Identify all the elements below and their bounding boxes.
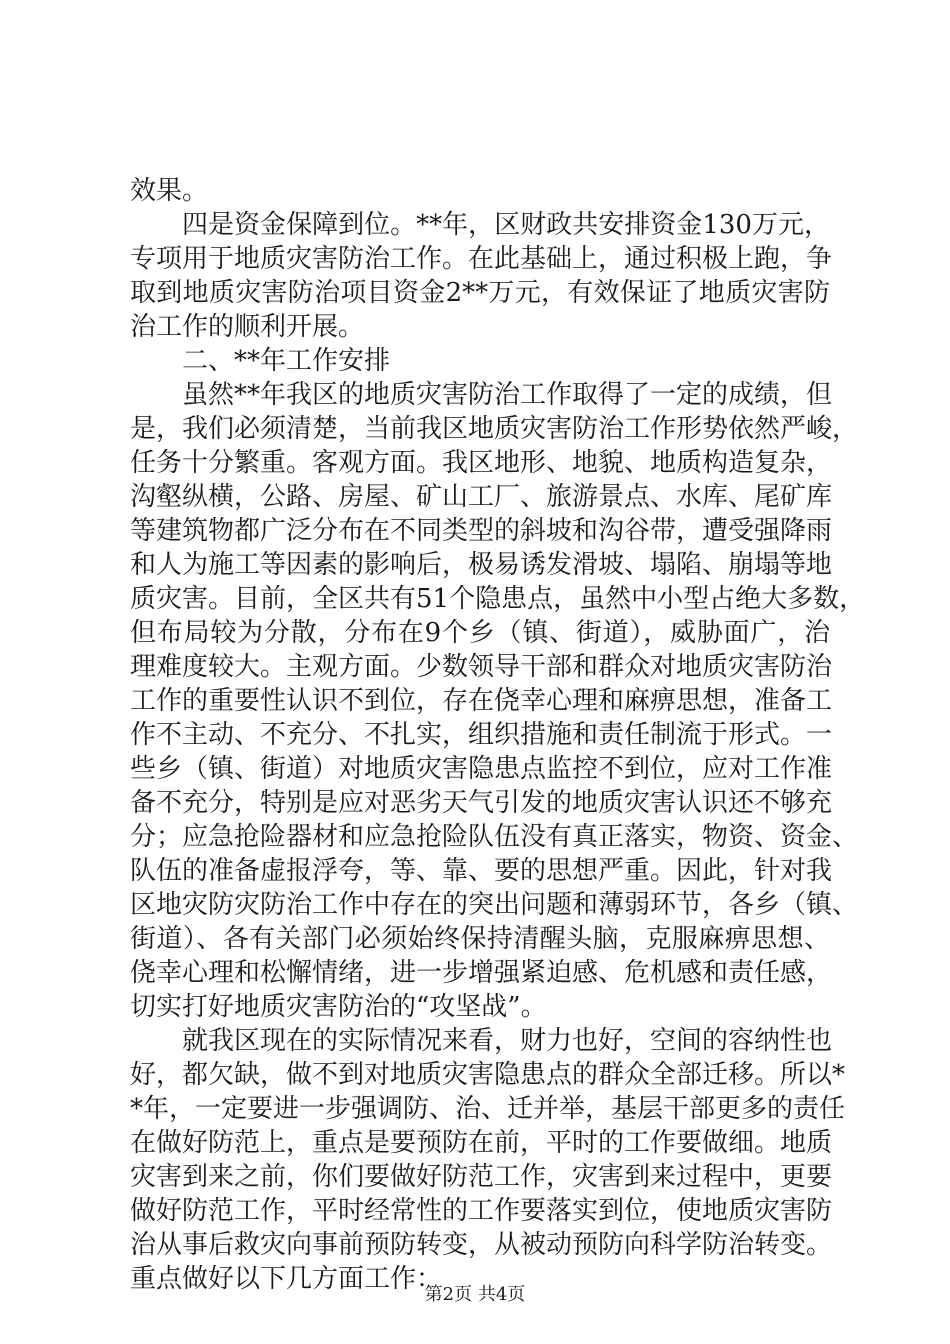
text-line: 沟壑纵横，公路、房屋、矿山工厂、旅游景点、水库、尾矿库 <box>130 482 833 512</box>
text-line: 重点做好以下几方面工作： <box>130 1264 443 1294</box>
text-line: 四是资金保障到位。**年，区财政共安排资金130万元， <box>182 210 830 240</box>
text-line: 任务十分繁重。客观方面。我区地形、地貌、地质构造复杂， <box>130 448 833 478</box>
text-line: 但布局较为分散，分布在9个乡（镇、街道），威胁面广，治 <box>130 618 830 648</box>
text-line: 灾害到来之前，你们要做好防范工作，灾害到来过程中，更要 <box>130 1162 833 1192</box>
text-line: 是，我们必须清楚，当前我区地质灾害防治工作形势依然严峻， <box>130 414 859 444</box>
text-line: 效果。 <box>130 176 209 206</box>
text-line: *年，一定要进一步强调防、治、迁并举，基层干部更多的责任 <box>130 1094 846 1124</box>
text-line: 取到地质灾害防治项目资金2**万元，有效保证了地质灾害防 <box>130 278 830 308</box>
text-line: 在做好防范上，重点是要预防在前，平时的工作要做细。地质 <box>130 1128 833 1158</box>
text-line: 等建筑物都广泛分布在不同类型的斜坡和沟谷带，遭受强降雨 <box>130 516 833 546</box>
text-line: 备不充分，特别是应对恶劣天气引发的地质灾害认识还不够充 <box>130 788 833 818</box>
text-line: 治从事后救灾向事前预防转变，从被动预防向科学防治转变。 <box>130 1230 833 1260</box>
text-line: 队伍的准备虚报浮夸，等、靠、要的思想严重。因此，针对我 <box>130 856 833 886</box>
text-line: 区地灾防灾防治工作中存在的突出问题和薄弱环节，各乡（镇、 <box>130 890 859 920</box>
text-line: 和人为施工等因素的影响后，极易诱发滑坡、塌陷、崩塌等地 <box>130 550 833 580</box>
text-line: 分；应急抢险器材和应急抢险队伍没有真正落实，物资、资金、 <box>130 822 859 852</box>
page-number-footer: 第2页 共4页 <box>424 1284 526 1305</box>
text-line: 作不主动、不充分、不扎实，组织措施和责任制流于形式。一 <box>130 720 833 750</box>
text-line: 理难度较大。主观方面。少数领导干部和群众对地质灾害防治 <box>130 652 833 682</box>
text-line: 好，都欠缺，做不到对地质灾害隐患点的群众全部迁移。所以* <box>130 1060 846 1090</box>
text-line: 治工作的顺利开展。 <box>130 312 365 342</box>
text-line: 做好防范工作，平时经常性的工作要落实到位，使地质灾害防 <box>130 1196 833 1226</box>
text-line: 工作的重要性认识不到位，存在侥幸心理和麻痹思想，准备工 <box>130 686 833 716</box>
section-heading: 二、**年工作安排 <box>182 346 391 376</box>
text-line: 质灾害。目前，全区共有51个隐患点，虽然中小型占绝大多数， <box>130 584 866 614</box>
text-line: 街道）、各有关部门必须始终保持清醒头脑，克服麻痹思想、 <box>130 924 830 954</box>
text-line: 虽然**年我区的地质灾害防治工作取得了一定的成绩，但 <box>182 380 833 410</box>
text-line: 专项用于地质灾害防治工作。在此基础上，通过积极上跑，争 <box>130 244 833 274</box>
text-line: 侥幸心理和松懈情绪，进一步增强紧迫感、危机感和责任感， <box>130 958 833 988</box>
text-line: 些乡（镇、街道）对地质灾害隐患点监控不到位，应对工作准 <box>130 754 833 784</box>
text-line: 切实打好地质灾害防治的“攻坚战”。 <box>130 992 547 1022</box>
text-line: 就我区现在的实际情况来看，财力也好，空间的容纳性也 <box>182 1026 833 1056</box>
